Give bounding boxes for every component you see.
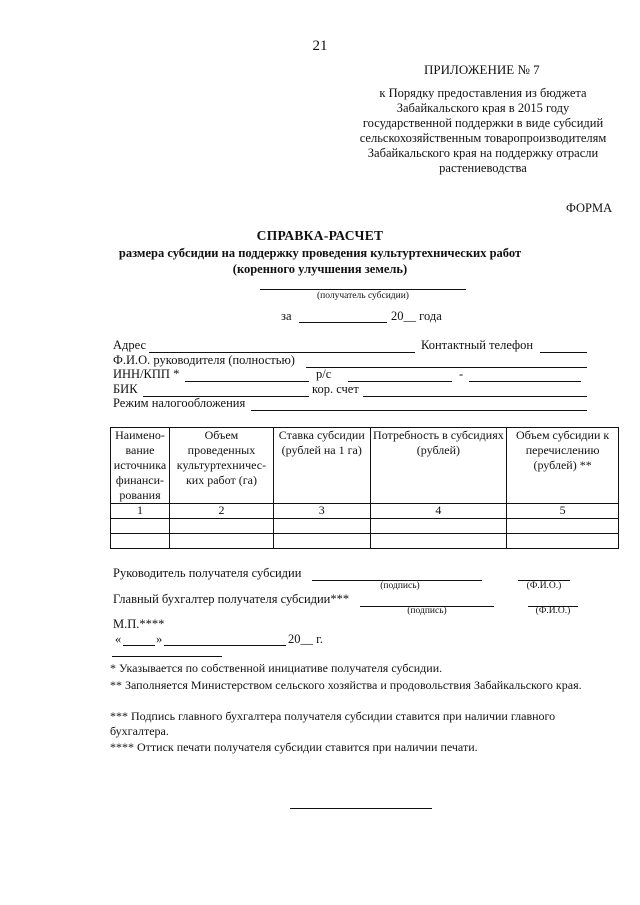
- footnote-1: * Указывается по собственной инициативе получателя субсидии.: [110, 661, 443, 675]
- column-header: Ставка субсидии (рублей на 1 га): [273, 428, 370, 504]
- table-cell[interactable]: [273, 519, 370, 534]
- table-cell[interactable]: [273, 534, 370, 549]
- inn-line[interactable]: [185, 381, 309, 382]
- accountant-signature-label: Главный бухгалтер получателя субсидии***: [113, 592, 350, 606]
- phone-label: Контактный телефон: [421, 338, 534, 352]
- accountant-sign-caption: (подпись): [407, 606, 447, 616]
- rs-dash: -: [459, 367, 464, 381]
- table-row[interactable]: [111, 519, 619, 534]
- rs-line[interactable]: [348, 381, 452, 382]
- subsidy-table: [110, 427, 619, 549]
- appendix-line: растениеводства: [439, 161, 527, 175]
- appendix-line: к Порядку предоставления из бюджета: [379, 86, 587, 100]
- period-year: 20__ года: [391, 309, 442, 323]
- column-header: Потребность в субсидиях (рублей): [370, 428, 507, 504]
- footnote-4: **** Оттиск печати получателя субсидии ставится при наличии печати.: [110, 740, 478, 754]
- address-label: Адрес: [113, 338, 147, 352]
- footnote-2: ** Заполняется Министерством сельского хозяйства и продовольствия Забайкальского края.: [110, 678, 582, 692]
- date-month-line[interactable]: [164, 645, 286, 646]
- bottom-separator: [290, 808, 432, 809]
- footnote-3: *** Подпись главного бухгалтера получателя субсидии ставится при наличии главного бухгалтера.: [110, 709, 556, 738]
- appendix-line: Забайкальского края на поддержку отрасли: [367, 146, 599, 160]
- form-label: ФОРМА: [566, 201, 613, 215]
- inn-label: ИНН/КПП *: [113, 367, 180, 381]
- appendix-text: [340, 86, 626, 176]
- fio-label: Ф.И.О. руководителя (полностью): [113, 353, 295, 367]
- date-day-line[interactable]: [123, 645, 155, 646]
- kor-label: кор. счет: [312, 382, 359, 396]
- bik-label: БИК: [113, 382, 138, 396]
- column-number: 5: [507, 504, 619, 519]
- column-number: 4: [370, 504, 507, 519]
- tax-label: Режим налогообложения: [113, 396, 246, 410]
- table-cell[interactable]: [370, 534, 507, 549]
- document-subtitle: размера субсидии на поддержку проведения культуртехнических работ: [118, 246, 522, 260]
- appendix-line: Забайкальского края в 2015 году: [396, 101, 570, 115]
- rs-line-2[interactable]: [469, 381, 581, 382]
- rs-label: р/с: [316, 367, 332, 381]
- table-number-row: [111, 504, 619, 519]
- stamp-label: М.П.****: [113, 617, 165, 631]
- table-header-row: [111, 428, 619, 504]
- table-cell[interactable]: [111, 534, 170, 549]
- period-prefix: за: [281, 309, 292, 323]
- column-number: 1: [111, 504, 170, 519]
- page-number: 21: [312, 38, 328, 54]
- column-header: Наимено- вание источника финанси- рования: [111, 428, 170, 504]
- appendix-title: ПРИЛОЖЕНИЕ № 7: [424, 62, 540, 77]
- document-subtitle-2: (коренного улучшения земель): [232, 262, 408, 276]
- tax-line[interactable]: [251, 410, 587, 411]
- fio-line[interactable]: [306, 367, 587, 368]
- table-cell[interactable]: [169, 519, 273, 534]
- column-header: Объем проведенных культуртехничес- ких работ (га): [169, 428, 273, 504]
- date-open-quote: «: [115, 632, 122, 646]
- table-cell[interactable]: [507, 519, 619, 534]
- accountant-fio-caption: (Ф.И.О.): [535, 606, 571, 616]
- table-cell[interactable]: [507, 534, 619, 549]
- date-close-quote: »: [156, 632, 163, 646]
- column-header: Объем субсидии к перечислению (рублей) **: [507, 428, 619, 504]
- date-year: 20__ г.: [288, 632, 323, 646]
- period-line[interactable]: [299, 322, 387, 323]
- phone-line[interactable]: [540, 352, 587, 353]
- footnote-separator: [112, 656, 222, 657]
- table-cell[interactable]: [111, 519, 170, 534]
- appendix-line: сельскохозяйственным товаропроизводителям: [359, 131, 607, 145]
- column-number: 3: [273, 504, 370, 519]
- recipient-line[interactable]: [260, 289, 466, 290]
- table-cell[interactable]: [169, 534, 273, 549]
- head-sign-caption: (подпись): [380, 581, 420, 591]
- kor-line[interactable]: [363, 396, 587, 397]
- appendix-line: государственной поддержки в виде субсидий: [362, 116, 604, 130]
- head-fio-caption: (Ф.И.О.): [526, 581, 562, 591]
- column-number: 2: [169, 504, 273, 519]
- document-title: СПРАВКА-РАСЧЕТ: [256, 228, 384, 243]
- head-signature-label: Руководитель получателя субсидии: [113, 566, 302, 580]
- table-row[interactable]: [111, 534, 619, 549]
- recipient-caption: (получатель субсидии): [317, 291, 409, 301]
- table-cell[interactable]: [370, 519, 507, 534]
